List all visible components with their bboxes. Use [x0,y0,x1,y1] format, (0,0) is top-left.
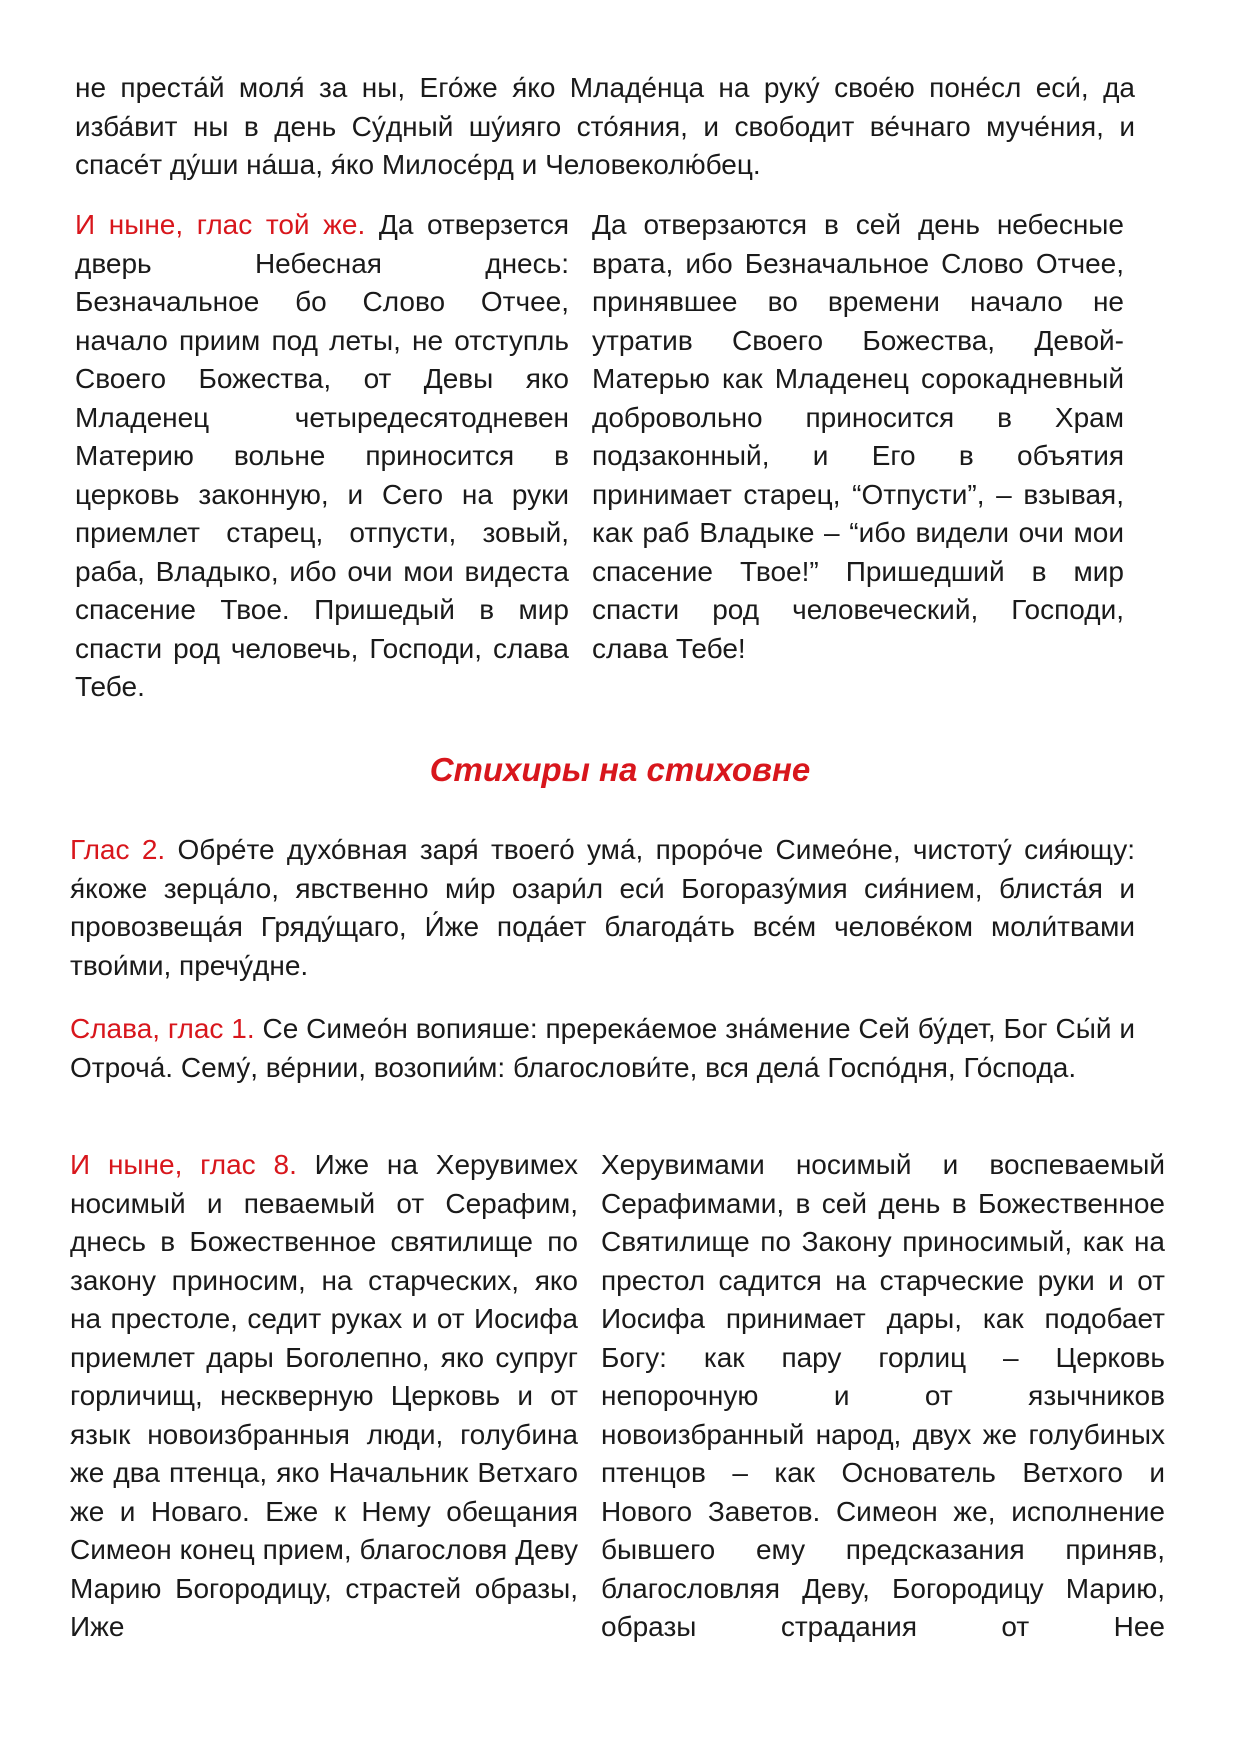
sticheron-glas2-rubric: Глас 2. [70,834,166,865]
sticheron-slava-text: Се Симео́н вопияше: пререка́емое зна́мение Сей бу́дет, Бог Сы́й и Отроча́. Сему́, ве́рнии, возопии́м: благослови́те, вся дела́ Госпо́дня, Го́спода. [70,1013,1135,1083]
sticheron-slava-paragraph [70,1010,1135,1087]
sticheron-slava-rubric: Слава, глас 1. [70,1013,255,1044]
hymn2-church-slavonic-column [70,1146,578,1647]
sticheron-glas2-paragraph [70,831,1135,985]
hymn2-rubric: И ныне, глас 8. [70,1149,297,1180]
section-heading: Стихиры на стиховне [429,751,811,788]
hymn1-church-slavonic-column [75,206,569,707]
hymn2-church-slavonic-text: Иже на Херувимех носимый и певаемый от Серафим, днесь в Божественное святилище по закону приносим, на старческих, яко на престоле, седит руках и от Иосифа приемлет дары Боголепно, яко супруг горличищ, нескверную Церковь и от язык новоизбранныя люди, голубина же два птенца, яко Начальник Ветхаго же и Новаго. Еже к Нему обещания Симеон конец прием, благословя Деву Марию Богородицу, страстей образы, Иже [70,1149,578,1642]
hymn1-rubric: И ныне, глас той же. [75,209,366,240]
hymn1-church-slavonic-text: Да отверзется дверь Небесная днесь: Безначальное бо Слово Отчее, начало приим под леты, не отступль Своего Божества, от Девы яко Младенец четыредесятодневен Материю вольне приносится в церковь законную, и Сего на руки приемлет старец, отпусти, зовый, раба, Владыко, ибо очи мои видеста спасение Твое. Пришедый в мир спасти род человечь, Господи, слава Тебе. [75,209,570,702]
intro-paragraph: не преста́й моля́ за ны, Его́же я́ко Младе́нца на руку́ свое́ю поне́сл еси́, да изба́вит ны в день Су́дный шу́ияго сто́яния, и свободит ве́чнаго муче́ния, и спасе́т ду́ши на́ша, я́ко Милосе́рд и Человеколю́бец. [75,72,1135,180]
hymn2-russian-column: Херувимами носимый и воспеваемый Серафимами, в сей день в Божественное Святилище по Закону приносимый, как на престол садится на старческие руки и от Иосифа принимает дары, как подобает Богу: как пару горлиц – Церковь непорочную и от язычников новоизбранный народ, двух же голубиных птенцов – как Основатель Ветхого и Нового Заветов. Симеон же, исполнение бывшего ему предсказания приняв, благословляя Деву, Богородицу Марию, образы страдания от Нее [601,1149,1165,1642]
sticheron-glas2-text: Обре́те духо́вная заря́ твоего́ ума́, проро́че Симео́не, чистоту́ сия́ющу: я́коже зерца́ло, явственно ми́р озари́л еси́ Богоразу́мия сия́нием, блиста́я и провозвеща́я Гряду́щаго, И́же пода́ет благода́ть все́м челове́ком моли́твами твои́ми, пречу́дне. [70,834,1135,981]
hymn1-russian-column: Да отверзаются в сей день небесные врата, ибо Безначальное Слово Отчее, принявшее во времени начало не утратив Своего Божества, Девой-Матерью как Младенец сорокадневный добровольно приносится в Храм подзаконный, и Его в объятия принимает старец, “Отпусти”, – взывая, как раб Владыке – “ибо видели очи мои спасение Твое!” Пришедший в мир спасти род человеческий, Господи, слава Тебе! [592,209,1124,664]
